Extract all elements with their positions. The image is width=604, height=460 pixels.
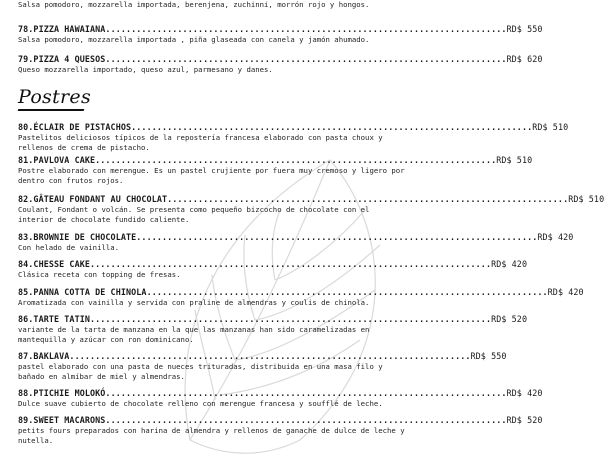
menu-item-81 [18, 155, 533, 185]
item-name: 79.PIZZA 4 QUESOS [18, 54, 106, 64]
leader-dots: .............................................................................. [69, 351, 471, 361]
item-name: 83.BROWNIE DE CHOCOLATE [18, 232, 137, 242]
leader-dots: .............................................................................. [105, 415, 507, 425]
leader-dots: .............................................................................. [90, 314, 492, 324]
item-description: Salsa pomodoro, mozzarella importada , piña glaseada con canela y jamón ahumado. [18, 35, 370, 44]
item-description: Salsa pomodoro, mozzarella importada, berenjena, zuchinni, morrón rojo y hongos. [18, 0, 370, 9]
item-name: 82.GÂTEAU FONDANT AU CHOCOLAT [18, 194, 168, 204]
menu-item-84 [18, 259, 528, 280]
leader-dots: .............................................................................. [90, 259, 492, 269]
leader-dots: .............................................................................. [105, 24, 507, 34]
item-price: RD$ 550 [506, 24, 543, 34]
item-description: petits fours preparados con harina de almendra y rellenos de ganache de dulce de leche y nutella. [18, 426, 405, 445]
item-name: 88.PTICHIE MOLOKÓ [18, 388, 106, 398]
menu-item-86 [18, 314, 528, 344]
item-description: Postre elaborado con merengue. Es un pastel crujiente por fuera muy cremoso y ligero por dentro con frutos rojos. [18, 166, 405, 185]
item-price: RD$ 510 [568, 194, 604, 204]
leader-dots: .............................................................................. [105, 54, 507, 64]
item-description: Queso mozzarella importado, queso azul, parmesano y danes. [18, 65, 273, 74]
item-name: 84.CHESSE CAKE [18, 259, 90, 269]
leader-dots: .............................................................................. [136, 232, 538, 242]
leader-dots: .............................................................................. [105, 388, 507, 398]
leader-dots: .............................................................................. [131, 122, 533, 132]
section-title: Postres [18, 86, 92, 108]
menu-item-89 [18, 415, 543, 445]
item-name: 89.SWEET MACARONS [18, 415, 106, 425]
item-description: variante de la tarta de manzana en la que las manzanas han sido caramelizadas en mantequilla y azúcar con ron dominicano. [18, 325, 370, 344]
item-description: Coulant, Fondant o volcán. Se presenta como pequeño bizcocho de chocolate con el interior de chocolate fundido caliente. [18, 205, 370, 224]
item-name: 81.PAVLOVA CAKE [18, 155, 96, 165]
item-price: RD$ 550 [470, 351, 507, 361]
item-price: RD$ 510 [496, 155, 533, 165]
menu-item-88 [18, 388, 543, 409]
item-price: RD$ 620 [506, 54, 543, 64]
item-description: Dulce suave cubierto de chocolate relleno con merengue francesa y soufflé de leche. [18, 399, 383, 408]
menu-item-77 [18, 0, 406, 10]
item-price: RD$ 510 [532, 122, 569, 132]
menu-item-78 [18, 24, 543, 45]
item-price: RD$ 520 [506, 415, 543, 425]
menu-item-85 [18, 287, 584, 308]
item-name: 87.BAKLAVA [18, 351, 70, 361]
item-description: Pastelitos deliciosos típicos de la repostería francesa elaborado con pasta choux y rellenos de crema de pistacho. [18, 133, 383, 152]
section-underline [18, 109, 85, 111]
menu-item-87 [18, 351, 507, 381]
item-price: RD$ 420 [506, 388, 543, 398]
item-name: 86.TARTE TATIN [18, 314, 90, 324]
item-description: Aromatizada con vainilla y servida con praline de almendras y coulis de chinola. [18, 298, 370, 307]
item-price: RD$ 420 [537, 232, 574, 242]
leader-dots: .............................................................................. [146, 287, 548, 297]
item-description: Con helado de vainilla. [18, 243, 120, 252]
item-price: RD$ 520 [491, 314, 528, 324]
menu-item-83 [18, 232, 574, 253]
item-price: RD$ 420 [491, 259, 528, 269]
item-price: RD$ 420 [547, 287, 584, 297]
menu-item-79 [18, 54, 543, 75]
leader-dots: .............................................................................. [95, 155, 497, 165]
menu-item-82 [18, 194, 604, 224]
item-description: Clásica receta con topping de fresas. [18, 270, 181, 279]
menu-item-80 [18, 122, 569, 152]
leader-dots: .............................................................................. [167, 194, 569, 204]
item-name: 78.PIZZA HAWAIANA [18, 24, 106, 34]
item-name: 80.ÉCLAIR DE PISTACHOS [18, 122, 132, 132]
item-description: pastel elaborado con una pasta de nueces trituradas, distribuida en una masa filo y bañado en almíbar de miel y almendras. [18, 362, 383, 381]
item-name: 85.PANNA COTTA DE CHINOLA [18, 287, 147, 297]
